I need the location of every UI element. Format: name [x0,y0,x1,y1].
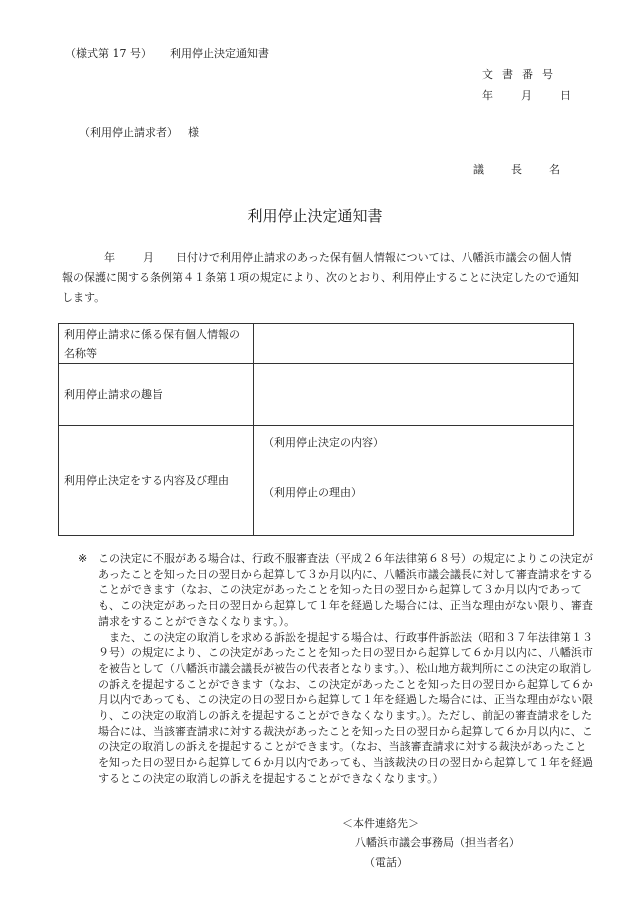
appeal-note [78,551,593,787]
row2-label: 利用停止請求の趣旨 [59,364,254,426]
form-title-small: 利用停止決定通知書 [170,47,269,60]
intro-month: 月 [143,251,154,264]
row3-value [254,426,574,536]
table-row [59,364,574,426]
signer-char-1: 議 [473,163,484,176]
row1-label: 利用停止請求に係る保有個人情報の名称等 [59,324,254,364]
contact-heading: ＜本件連絡先＞ [342,817,419,830]
decision-reason-label: （利用停止の理由） [263,486,362,499]
row1-value [254,324,574,364]
addressee [79,124,199,140]
document-title: 利用停止決定通知書 [247,207,383,225]
contact-office: 八幡浜市議会事務局（担当者名） [355,836,520,849]
signer-char-2: 長 [511,163,522,176]
intro-year: 年 [104,251,115,264]
signer-char-3: 名 [549,163,560,176]
date-line [482,87,571,103]
table-row [59,426,574,536]
document-number-label: 文書番号 [482,68,562,81]
note-body [98,551,593,787]
date-year: 年 [482,89,493,102]
intro-paragraph [62,248,582,308]
addressee-name: （利用停止請求者） [79,126,178,139]
form-header [65,45,269,61]
row3-label: 利用停止決定をする内容及び理由 [59,426,254,536]
form-number: （様式第 17 号） [65,47,152,60]
contact-phone: （電話） [364,856,408,869]
intro-text: 日付けで利用停止請求のあった保有個人情報については、八幡浜市議会の個人情報の保護に関する条例第４１条第１項の規定により、次のとおり、利用停止することに決定したので通知します。 [62,251,579,304]
date-day: 日 [560,89,571,102]
date-month: 月 [521,89,532,102]
table-row [59,324,574,364]
note-paragraph-1: この決定に不服がある場合は、行政不服審査法（平成２６年法律第６８号）の規定によりこの決定があったことを知った日の翌日から起算して３か月以内に、八幡浜市議会議長に対して審査請求をすることができます（なお、この決定があったことを知った日の翌日から起算して３か月以内であっても、この決定があった日の翌日から起算して１年を経過した場合には、正当な理由がない限り、審査請求をすることができなくなります。）。 [98,552,593,628]
addressee-honorific: 様 [188,126,199,139]
signer [473,161,560,177]
row2-value [254,364,574,426]
decision-content-label: （利用停止決定の内容） [263,436,384,449]
note-paragraph-2: また、この決定の取消しを求める訴訟を提起する場合は、行政事件訴訟法（昭和３７年法律第１３９号）の規定により、この決定があったことを知った日の翌日から起算して６か月以内に、八幡浜市を被告として（八幡浜市議会議長が被告の代表者となります。）、松山地方裁判所にこの決定の取消しの訴えを提起することができます（なお、この決定があったことを知った日の翌日から起算して６か月以内であっても、この決定の日の翌日から起算して１年を経過した場合には、正当な理由がない限り、この決定の取消しの訴えを提起することができなくなります。）。ただし、前記の審査請求をした場合には、当該審査請求に対する裁決があったことを知った日の翌日から起算して６か月以内に、この決定の取消しの訴えを提起することができます。（なお、当該審査請求に対する裁決があったことを知った日の翌日から起算して６か月以内であっても、当該裁決の日の翌日から起算して１年を経過するとこの決定の取消しの訴えを提起することができなくなります。） [98,630,593,785]
info-table [58,323,574,536]
note-mark: ※ [78,552,88,565]
